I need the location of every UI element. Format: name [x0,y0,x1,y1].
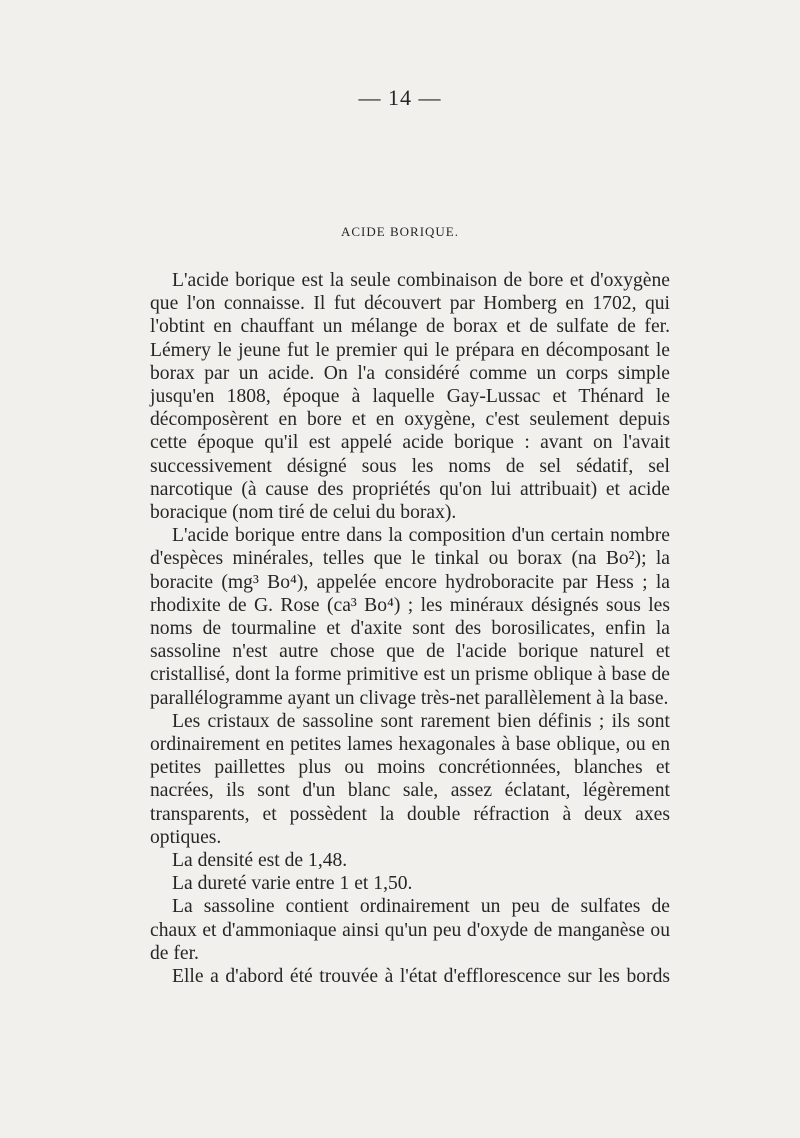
paragraph: La dureté varie entre 1 et 1,50. [172,873,413,895]
body-text [150,269,670,988]
paragraph: Les cristaux de sassoline sont rarement bien définis ; ils sont ordinairement en petites lames hexagonales à base oblique, ou en petites paillettes plus ou moins concrétionnées, blanches et nacrées, ils sont d'un blanc sale, assez éclatant, légèrement transparents, et possèdent la double réfraction à deux axes optiques. [150,710,670,848]
paragraph: L'acide borique est la seule combinaison de bore et d'oxygène que l'on connaisse. Il fut découvert par Homberg en 1702, qui l'obtint en chauffant un mélange de borax et de sulfate de fer. Lémery le jeune fut le premier qui le prépara en décomposant le borax par un acide. On l'a considéré comme un corps simple jusqu'en 1808, époque à laquelle Gay-Lussac et Thénard le décomposèrent en bore et en oxygène, c'est seulement depuis cette époque qu'il est appelé acide borique : avant on l'avait successivement désigné sous les noms de sel sédatif, sel narcotique (à cause des propriétés qu'on lui attribuait) et acide boracique (nom tiré de celui du borax). [150,270,670,524]
page-number: — 14 — [358,85,442,110]
paragraph: Elle a d'abord été trouvée à l'état d'efflorescence sur les bords [172,966,670,988]
paragraph: La sassoline contient ordinairement un peu de sulfates de chaux et d'ammoniaque ainsi qu'un peu d'oxyde de manganèse ou de fer. [150,896,670,964]
paragraph: L'acide borique entre dans la composition d'un certain nombre d'espèces minérales, telles que le tinkal ou borax (na Bo²); la boracite (mg³ Bo⁴), appelée encore hydroboracite par Hess ; la rhodixite de G. Rose (ca³ Bo⁴) ; les minéraux désignés sous les noms de tourmaline et d'axite sont des borosilicates, enfin la sassoline n'est autre chose que de l'acide borique naturel et cristallisé, dont la forme primitive est un prisme oblique à base de parallélogramme ayant un clivage très-net parallèlement à la base. [150,525,670,709]
section-heading: ACIDE BORIQUE. [341,224,459,239]
paragraph: La densité est de 1,48. [172,850,348,872]
